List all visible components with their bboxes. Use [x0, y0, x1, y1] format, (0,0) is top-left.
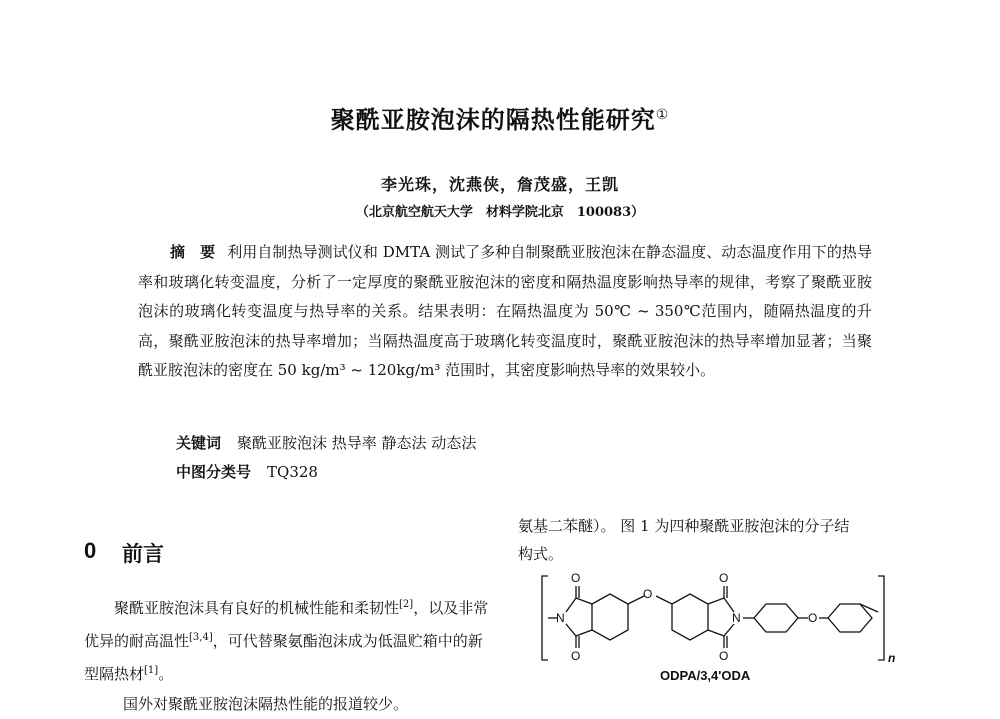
repeat-label: n	[888, 651, 896, 665]
atom-o: O	[719, 649, 729, 663]
classification-code: TQ328	[267, 463, 318, 481]
classification-label: 中图分类号	[176, 463, 252, 481]
affiliation: （北京航空航天大学 材料学院北京 100083）	[355, 205, 645, 220]
atom-o: O	[719, 571, 729, 585]
figure-caption: ODPA/3,4'ODA	[660, 668, 751, 683]
atom-o-ether: O	[808, 611, 818, 625]
abstract-label: 摘 要	[170, 243, 216, 261]
intro-left-column	[84, 590, 492, 719]
atom-n-left: N	[556, 611, 565, 625]
atom-o: O	[571, 649, 581, 663]
title-text: 聚酰亚胺泡沫的隔热性能研究	[330, 106, 656, 134]
abstract	[138, 238, 872, 386]
intro-text: 聚酰亚胺泡沫具有良好的机械性能和柔韧性	[114, 599, 400, 617]
title-footnote-mark: ①	[655, 107, 670, 123]
bracket-left	[542, 576, 548, 660]
section-number: 0	[84, 538, 97, 563]
right-line-1: 氨基二苯醚）。 图 1 为四种聚酰亚胺泡沫的分子结	[518, 517, 850, 535]
keywords-text: 聚酰亚胺泡沫 热导率 静态法 动态法	[237, 434, 477, 452]
intro-paragraph-2: 国外对聚酰亚胺泡沫隔热性能的报道较少。	[123, 695, 409, 713]
molecular-structure-figure	[540, 568, 910, 668]
abstract-text: 利用自制热导测试仪和 DMTA 测试了多种自制聚酰亚胺泡沫在静态温度、动态温度作用下的热导率和玻璃化转变温度，分析了一定厚度的聚酰亚胺泡沫的密度和隔热温度影响热导率的规律，考察了聚酰亚胺泡沫的玻璃化转变温度与热导率的关系。结果表明：在隔热温度为 50℃ ~ 350℃范围内，随隔热温度的升高，聚酰亚胺泡沫的热导率增加；当隔热温度高于玻璃化转变温度时，聚酰亚胺泡沫的热导率增加显著；当聚酰亚胺泡沫的密度在 50 kg/m³ ~ 120kg/m³ 范围时，其密度影响热导率的效果较小。	[138, 243, 872, 379]
atom-o: O	[571, 571, 581, 585]
keywords-label: 关键词	[176, 434, 222, 452]
citation: [2]	[399, 599, 414, 610]
author-list: 李光珠，沈燕侠，詹茂盛，王凯	[380, 175, 619, 194]
intro-text: ，可代替聚氨酯泡沫成为低温贮箱中的新型隔热材	[84, 632, 483, 683]
citation: [1]	[144, 665, 159, 676]
intro-text: 。	[158, 665, 174, 683]
classification	[176, 461, 318, 482]
paper-title	[0, 100, 1000, 135]
section-title: 前言	[122, 542, 164, 566]
keywords	[176, 432, 476, 453]
intro-text: ，以及非常优异的耐高温性	[84, 599, 489, 650]
right-line-2: 构式。	[518, 545, 564, 563]
atom-o-ether: O	[643, 587, 653, 601]
right-column-text	[518, 512, 928, 568]
bracket-right	[878, 576, 884, 660]
atom-n-right: N	[732, 611, 741, 625]
intro-paragraph-1	[84, 590, 492, 689]
citation: [3,4]	[189, 632, 213, 643]
